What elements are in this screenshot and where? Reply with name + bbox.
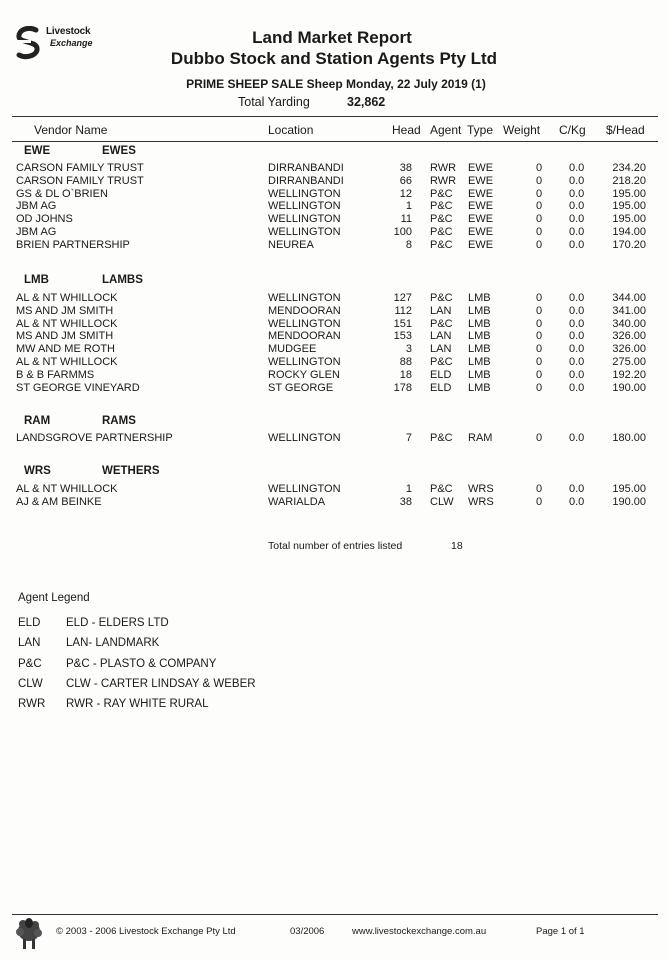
col-header-agent: Agent [430,123,462,137]
cell-type: LMB [468,304,491,317]
cell-ckg: 0.0 [569,162,585,174]
cell-type: LMB [468,368,491,381]
table-row [0,239,668,252]
table-row [0,162,668,175]
col-header-per-head: $/Head [606,123,645,137]
cell-per-head: 195.00 [612,200,646,213]
section-name: RAMS [102,415,136,427]
cell-head: 12 [399,187,412,200]
cell-per-head: 218.20 [612,174,646,187]
cell-location: WELLINGTON [268,226,341,238]
cell-vendor: MS AND JM SMITH [16,304,114,317]
cell-type: EWE [468,213,494,226]
cell-agent: RWR [430,174,457,187]
cell-head: 100 [393,226,412,238]
cell-vendor: AL & NT WHILLOCK [16,356,118,368]
cell-location: WELLINGTON [268,432,341,444]
cell-location: MUDGEE [268,343,317,356]
cell-per-head: 190.00 [612,496,646,508]
cell-weight: 0 [536,317,543,330]
cell-vendor: MW AND ME ROTH [16,343,115,356]
cell-type: WRS [468,483,494,495]
table-row [0,305,668,318]
cell-ckg: 0.0 [569,238,585,251]
cell-head: 151 [393,317,412,330]
legend-code: ELD [18,617,41,629]
cell-per-head: 341.00 [612,304,646,317]
col-header-location: Location [268,123,314,137]
cell-agent: LAN [430,343,452,356]
cell-vendor: AJ & AM BEINKE [16,496,102,508]
cell-per-head: 326.00 [612,343,646,356]
table-row [0,213,668,226]
sale-description: PRIME SHEEP SALE Sheep Monday, 22 July 2019 (1) [186,77,486,91]
cell-location: DIRRANBANDI [268,174,344,187]
table-row [0,188,668,201]
agent-legend-title: Agent Legend [18,592,90,604]
cell-ckg: 0.0 [569,343,585,356]
cell-location: WELLINGTON [268,200,341,213]
section-name: LAMBS [102,274,143,286]
col-header-type: Type [467,123,494,137]
cell-location: MENDOORAN [268,304,341,317]
cell-vendor: AL & NT WHILLOCK [16,317,118,330]
total-entries-value: 18 [451,540,463,552]
cell-per-head: 195.00 [612,187,646,200]
cell-per-head: 195.00 [612,213,646,226]
cell-location: WELLINGTON [268,317,341,330]
cell-type: EWE [468,238,494,251]
cell-location: WELLINGTON [268,213,341,226]
cell-location: WELLINGTON [268,187,341,200]
table-row [0,483,668,496]
cell-agent: P&C [430,483,453,495]
cell-vendor: B & B FARMMS [16,368,95,381]
cell-ckg: 0.0 [569,483,585,495]
cell-head: 7 [405,432,412,444]
footer-page-number: Page 1 of 1 [536,926,585,937]
cell-ckg: 0.0 [569,317,585,330]
table-row [0,226,668,239]
cell-type: LMB [468,330,491,343]
table-row [0,343,668,356]
cell-type: EWE [468,226,494,238]
cell-vendor: MS AND JM SMITH [16,330,114,343]
cell-head: 153 [393,330,412,343]
table-row [0,292,668,305]
cell-vendor: AL & NT WHILLOCK [16,483,118,495]
cell-vendor: CARSON FAMILY TRUST [16,174,144,187]
cell-head: 112 [394,304,412,317]
section-name: WETHERS [102,465,160,477]
footer-copyright: © 2003 - 2006 Livestock Exchange Pty Ltd [56,926,236,937]
table-row [0,175,668,188]
legend-code: LAN [18,637,41,650]
cell-type: EWE [468,174,494,187]
section-code: EWE [24,145,51,157]
cell-per-head: 340.00 [612,317,646,330]
legend-code: CLW [18,677,43,690]
cell-head: 1 [405,483,412,495]
cell-per-head: 190.00 [612,381,646,394]
cell-ckg: 0.0 [569,292,585,304]
cell-agent: P&C [430,292,453,304]
legend-code: RWR [18,698,46,711]
total-entries-label: Total number of entries listed [268,540,403,552]
cell-agent: CLW [430,496,454,508]
cell-type: LMB [468,292,491,304]
cell-type: LMB [468,317,491,330]
cell-location: WELLINGTON [268,356,341,368]
logo-word-exchange: Exchange [50,38,93,48]
cell-agent: RWR [430,162,457,174]
cell-location: WARIALDA [268,496,326,508]
cell-type: LMB [468,343,491,356]
cell-location: MENDOORAN [268,330,341,343]
cell-per-head: 234.20 [612,162,646,174]
cell-ckg: 0.0 [569,496,585,508]
cell-head: 66 [399,174,412,187]
cell-head: 1 [405,200,412,213]
cell-head: 3 [405,343,412,356]
cell-vendor: JBM AG [16,200,57,213]
header-bottom-rule [12,141,658,142]
header-top-rule [12,116,658,117]
cell-ckg: 0.0 [569,304,585,317]
cell-type: RAM [468,432,493,444]
cell-head: 18 [399,368,412,381]
total-yarding-label: Total Yarding [238,95,310,109]
cell-per-head: 344.00 [612,292,646,304]
cell-type: EWE [468,162,494,174]
cell-per-head: 195.00 [612,483,646,495]
cell-agent: P&C [430,432,453,444]
cell-per-head: 275.00 [612,356,646,368]
cell-weight: 0 [536,356,543,368]
legend-item [0,637,400,651]
cell-per-head: 170.20 [612,238,646,251]
section-code: WRS [24,465,51,477]
cell-vendor: BRIEN PARTNERSHIP [16,238,130,251]
cell-agent: P&C [430,213,453,226]
cell-location: ST GEORGE [268,381,334,394]
cell-location: DIRRANBANDI [268,162,344,174]
table-row [0,432,668,445]
cell-vendor: GS & DL O`BRIEN [16,187,108,200]
cell-location: WELLINGTON [268,483,341,495]
legend-description: ELD - ELDERS LTD [66,617,169,629]
cell-ckg: 0.0 [569,368,585,381]
cell-weight: 0 [536,213,543,226]
cell-agent: ELD [430,368,452,381]
section-code: RAM [24,415,51,427]
footer-version: 03/2006 [290,926,325,937]
cell-ckg: 0.0 [569,187,585,200]
legend-item [0,678,400,692]
cell-per-head: 192.20 [612,368,646,381]
col-header-vendor: Vendor Name [34,123,108,137]
cell-location: WELLINGTON [268,292,341,304]
cell-head: 8 [405,238,412,251]
cell-type: LMB [468,381,491,394]
cell-weight: 0 [536,483,543,495]
cell-type: WRS [468,496,494,508]
cell-agent: P&C [430,200,453,213]
legend-description: LAN- LANDMARK [66,637,160,650]
cell-weight: 0 [536,381,543,394]
cell-location: ROCKY GLEN [268,368,340,381]
cell-weight: 0 [536,343,543,356]
report-title: Land Market Report [252,28,412,47]
cell-weight: 0 [536,330,543,343]
section-name: EWES [102,145,136,157]
col-header-ckg: C/Kg [559,123,586,137]
cell-per-head: 180.00 [612,432,646,444]
section-code: LMB [24,274,49,286]
table-row [0,330,668,343]
cell-head: 11 [400,213,412,226]
cell-head: 38 [399,162,412,174]
col-header-weight: Weight [503,123,541,137]
cell-type: EWE [468,200,494,213]
table-row [0,496,668,509]
cell-agent: P&C [430,317,453,330]
cell-head: 127 [393,292,412,304]
cell-agent: ELD [430,381,452,394]
total-yarding-value: 32,862 [347,95,386,109]
cell-weight: 0 [536,496,543,508]
footer-website[interactable]: www.livestockexchange.com.au [352,926,487,937]
cell-head: 38 [399,496,412,508]
sheep-logo-icon [14,916,44,950]
cell-ckg: 0.0 [569,356,585,368]
table-row [0,382,668,395]
legend-description: RWR - RAY WHITE RURAL [66,698,209,711]
company-name: Dubbo Stock and Station Agents Pty Ltd [170,49,498,68]
cell-ckg: 0.0 [569,200,585,213]
col-header-head: Head [392,123,421,137]
cell-per-head: 326.00 [612,330,646,343]
table-row [0,356,668,369]
cell-ckg: 0.0 [569,213,585,226]
cell-ckg: 0.0 [569,330,585,343]
cell-weight: 0 [536,226,543,238]
cell-ckg: 0.0 [569,381,585,394]
cell-weight: 0 [536,368,543,381]
cell-weight: 0 [536,200,543,213]
cell-weight: 0 [536,174,543,187]
cell-vendor: JBM AG [16,226,57,238]
cell-weight: 0 [536,432,543,444]
legend-code: P&C [18,657,42,670]
cell-ckg: 0.0 [569,432,585,444]
table-row [0,369,668,382]
cell-vendor: AL & NT WHILLOCK [16,292,118,304]
cell-agent: LAN [430,304,452,317]
legend-description: CLW - CARTER LINDSAY & WEBER [66,677,256,690]
cell-location: NEUREA [268,238,314,251]
cell-agent: P&C [430,356,453,368]
table-row [0,200,668,213]
cell-per-head: 194.00 [612,226,646,238]
cell-agent: P&C [430,226,453,238]
cell-type: LMB [468,356,491,368]
cell-vendor: ST GEORGE VINEYARD [16,381,140,394]
cell-weight: 0 [536,304,543,317]
cell-type: EWE [468,187,494,200]
cell-ckg: 0.0 [569,174,585,187]
cell-weight: 0 [536,238,543,251]
footer-rule [12,914,658,915]
cell-ckg: 0.0 [569,226,585,238]
cell-head: 178 [393,381,412,394]
cell-agent: P&C [430,187,453,200]
cell-head: 88 [399,356,412,368]
cell-weight: 0 [536,292,543,304]
legend-item [0,658,400,672]
legend-item [0,698,400,712]
table-row [0,318,668,331]
cell-agent: P&C [430,238,453,251]
cell-vendor: OD JOHNS [16,213,73,226]
logo-word-livestock: Livestock [46,26,91,37]
cell-vendor: LANDSGROVE PARTNERSHIP [16,432,173,444]
cell-weight: 0 [536,187,543,200]
legend-description: P&C - PLASTO & COMPANY [66,657,217,670]
legend-item [0,617,400,631]
cell-agent: LAN [430,330,452,343]
cell-vendor: CARSON FAMILY TRUST [16,162,144,174]
cell-weight: 0 [536,162,543,174]
